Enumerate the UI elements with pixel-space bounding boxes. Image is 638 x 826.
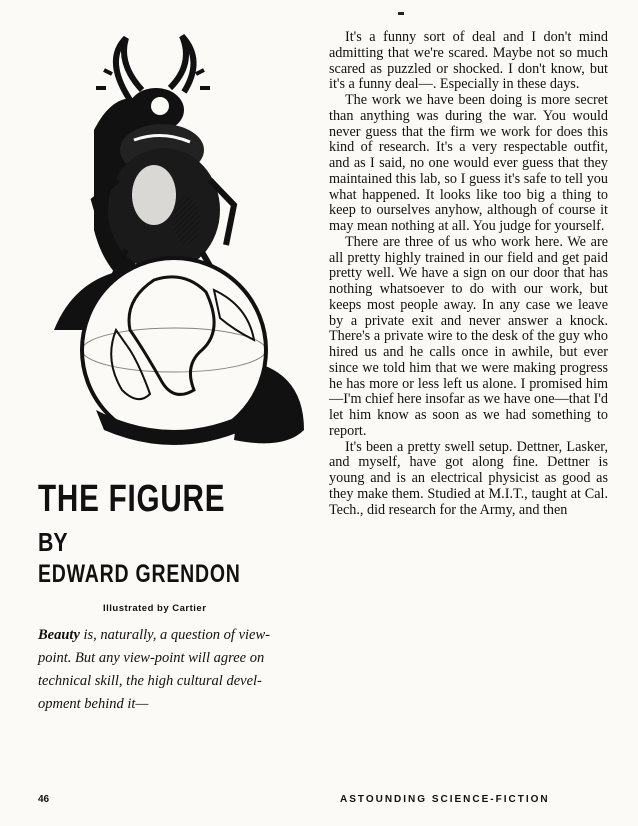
body-paragraph: It's been a pretty swell setup. Dettner, Lasker, and myself, have got along fine. Dettner is young and is an electrical physicist as good as they make them. Studied at M.I.T., taught at Cal. Tech., did research for the Army, and then <box>329 438 608 518</box>
beetle-on-globe-illustration <box>34 30 312 460</box>
page-mark <box>398 12 404 15</box>
story-blurb <box>38 624 276 716</box>
blurb-text: is, naturally, a question of view-point. But any view-point will agree on technical skill, the high cultural devel-opment behind it— <box>38 627 270 712</box>
story-title: THE FIGURE <box>38 478 226 520</box>
page-number: 46 <box>38 794 50 805</box>
body-paragraph: The work we have been doing is more secret than anything was during the war. You would never guess that the firm we work for does this kind of research. It's a very respectable outfit, and as I said, no one would ever guess that they maintained this lab, so I guess it's safe to tell you what happened. It looks like too big a thing to keep to ourselves anyhow, although of course it may mean nothing at all. You judge for yourself. <box>329 92 608 234</box>
running-footer: ASTOUNDING SCIENCE-FICTION <box>340 794 550 805</box>
byline-by: BY <box>38 527 68 557</box>
story-body <box>329 30 608 518</box>
body-paragraph: There are three of us who work here. We are all pretty highly trained in our field and get paid pretty well. We have a sign on our door that has nothing whatsoever to do with our work, but keeps most people away. In any case we leave by a private exit and never answer a knock. There's a private wire to the desk of the guy who hired us and he calls once in awhile, but ever since we told him that we were making progress he has more or less left us alone. I promised him—I'm chief here insofar as we have one—that I'd let him know as soon as we had something to report. <box>329 233 608 439</box>
author-name: EDWARD GRENDON <box>38 560 241 588</box>
blurb-lead: Beauty <box>38 627 80 643</box>
illustrator-credit: Illustrated by Cartier <box>103 603 207 614</box>
body-paragraph: It's a funny sort of deal and I don't mind admitting that we're scared. Maybe not so much scared as puzzled or shocked. I don't know, but it's a funny deal—. Especially in these days. <box>329 29 608 93</box>
